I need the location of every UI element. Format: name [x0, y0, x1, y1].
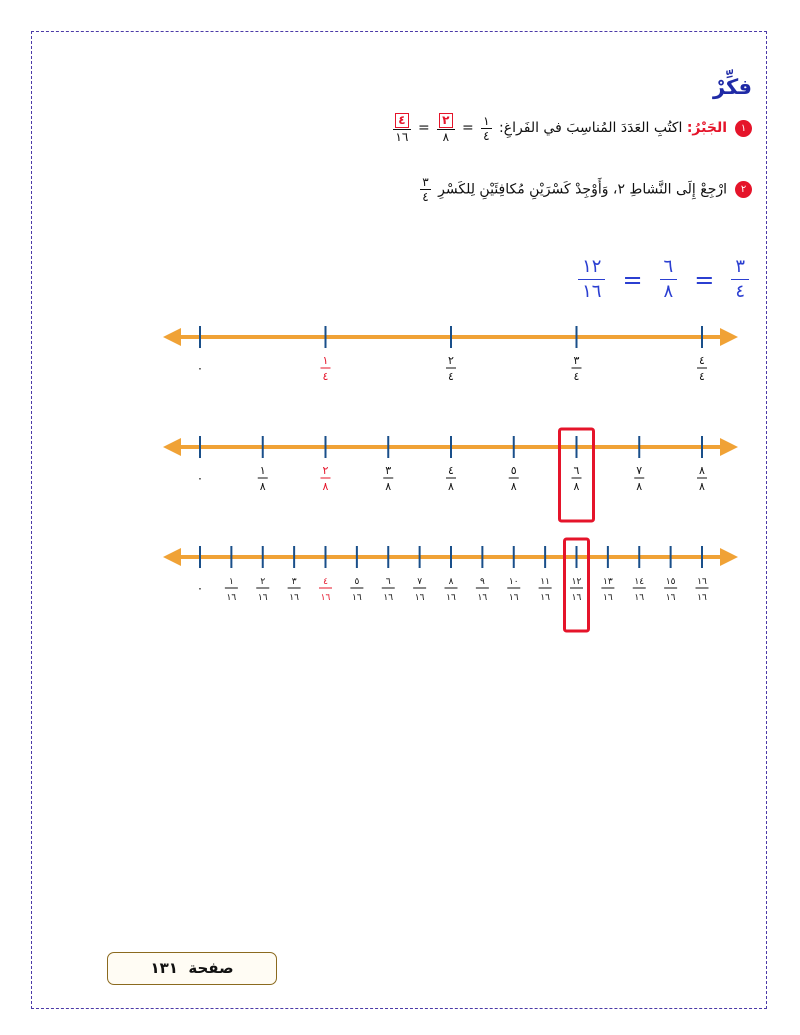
- tick-label-denominator: ٨: [573, 480, 580, 493]
- page-number-badge: [107, 952, 277, 985]
- tick-label-numerator: ١: [322, 354, 329, 367]
- tick-label-denominator: ١٦: [352, 593, 362, 603]
- tick-label-denominator: ٨: [636, 480, 643, 493]
- tick-label-denominator: ٨: [510, 480, 517, 493]
- tick-label-numerator: ٧: [417, 577, 423, 587]
- arrow-left-icon: [163, 328, 181, 346]
- tick-label-zero: ٠: [196, 471, 204, 485]
- tick-label-denominator: ١٦: [540, 593, 550, 603]
- tick-label-numerator: ٣: [573, 354, 580, 367]
- fraction-one-quarter: $\frac{١}{٤}$: [483, 113, 490, 143]
- tick-label-numerator: ٢: [260, 577, 266, 587]
- tick-label-denominator: ٤: [322, 370, 329, 383]
- tick-label-denominator: ٤: [699, 370, 705, 383]
- tick-label-denominator: ١٦: [289, 593, 299, 603]
- tick-label-denominator: ١٦: [697, 593, 707, 603]
- tick-label-numerator: ٦: [385, 577, 391, 587]
- tick-label-numerator: ٨: [699, 464, 705, 477]
- page-number: ١٣١: [150, 959, 178, 977]
- filled-blank: ٢: [439, 113, 452, 128]
- tick-label-numerator: ٢: [448, 354, 454, 367]
- fraction-three-quarters: $\frac{٣}{٤}$: [422, 175, 429, 204]
- question-1-number: ١: [735, 120, 752, 137]
- tick-label-denominator: ٨: [259, 480, 266, 493]
- tick-label-numerator: ١٢: [571, 577, 582, 587]
- answer-equivalent-fractions: $\frac{٣}{٤}$ = $\frac{٦}{٨}$ = $\frac{١٢}{١٦}$: [575, 258, 752, 301]
- tick-label-zero: ٠: [196, 581, 204, 595]
- tick-label-numerator: ١٣: [603, 577, 613, 587]
- tick-label-numerator: ٧: [636, 464, 643, 477]
- question-1-text: اكتُبِ العَدَدَ المُناسِبَ في الفَراغِ:: [499, 120, 683, 136]
- tick-label-denominator: ١٦: [477, 593, 488, 603]
- tick-label-numerator: ١: [228, 577, 234, 587]
- tick-label-denominator: ١٦: [446, 593, 456, 603]
- tick-label-denominator: ١٦: [383, 593, 394, 603]
- tick-label-numerator: ٥: [510, 464, 517, 477]
- tick-label-denominator: ٨: [699, 480, 705, 493]
- fraction-two-eighths: $\frac{٢}{٨}$: [437, 113, 454, 143]
- tick-label-numerator: ٩: [479, 577, 485, 587]
- algebra-label: الجَبْرُ:: [686, 120, 727, 136]
- answer-fraction-3: $\frac{١٢}{١٦}$: [578, 258, 605, 301]
- question-2-number: ٢: [735, 181, 752, 198]
- tick-label-denominator: ٤: [573, 370, 580, 383]
- arrow-right-icon: [720, 438, 738, 456]
- tick-label-denominator: ٤: [448, 370, 454, 383]
- tick-label-numerator: ٣: [385, 464, 392, 477]
- number-line-fourths: [163, 326, 738, 383]
- tick-label-denominator: ٨: [448, 480, 454, 493]
- tick-label-denominator: ١٦: [665, 593, 676, 603]
- tick-label-numerator: ٤: [699, 354, 705, 367]
- tick-label-numerator: ٦: [573, 464, 580, 477]
- arrow-right-icon: [720, 328, 738, 346]
- answer-fraction-1: $\frac{٣}{٤}$: [731, 258, 749, 301]
- tick-label-numerator: ٤: [448, 464, 454, 477]
- number-line-eighths: [163, 429, 738, 521]
- tick-label-numerator: ٣: [291, 577, 297, 587]
- fraction-four-sixteenths: $\frac{٤}{١٦}$: [393, 113, 410, 143]
- tick-label-numerator: ٨: [448, 577, 454, 587]
- question-1: ١الجَبْرُ: اكتُبِ العَدَدَ المُناسِبَ في الفَراغِ: $\frac{١}{٤}$ = $\frac{٢}{٨}$ = $\frac{٤}{١٦}$: [390, 113, 752, 143]
- question-2-text: ارْجِعْ إِلَى النَّشاطِ ٢، وَأَوْجِدْ كَسْرَيْنِ مُكافِئَيْنِ لِلكَسْرِ: [438, 181, 727, 198]
- tick-label-numerator: ٥: [354, 577, 360, 587]
- tick-label-denominator: ١٦: [257, 593, 268, 603]
- tick-label-denominator: ١٦: [320, 593, 331, 603]
- arrow-right-icon: [720, 548, 738, 566]
- tick-label-denominator: ١٦: [603, 593, 613, 603]
- tick-label-numerator: ٤: [323, 577, 328, 587]
- tick-label-numerator: ١٠: [508, 577, 519, 587]
- tick-label-numerator: ١٦: [697, 577, 707, 587]
- tick-label-zero: ٠: [196, 361, 204, 375]
- tick-label-denominator: ٨: [322, 480, 329, 493]
- tick-label-denominator: ٨: [385, 480, 392, 493]
- tick-label-numerator: ١٤: [634, 577, 645, 587]
- arrow-left-icon: [163, 438, 181, 456]
- tick-label-denominator: ١٦: [226, 593, 237, 603]
- tick-label-numerator: ١: [259, 464, 266, 477]
- tick-label-numerator: ١٥: [665, 577, 676, 587]
- number-line-sixteenths: [163, 539, 738, 631]
- arrow-left-icon: [163, 548, 181, 566]
- filled-blank: ٤: [395, 113, 408, 128]
- section-heading: فكِّرْ: [712, 75, 752, 99]
- answer-fraction-2: $\frac{٦}{٨}$: [660, 258, 678, 301]
- tick-label-denominator: ١٦: [414, 593, 425, 603]
- tick-label-denominator: ١٦: [508, 593, 519, 603]
- tick-label-denominator: ١٦: [634, 593, 645, 603]
- tick-label-denominator: ١٦: [571, 593, 582, 603]
- tick-label-numerator: ١١: [540, 577, 550, 587]
- page-label: صفحة: [188, 959, 234, 977]
- tick-label-numerator: ٢: [322, 464, 329, 477]
